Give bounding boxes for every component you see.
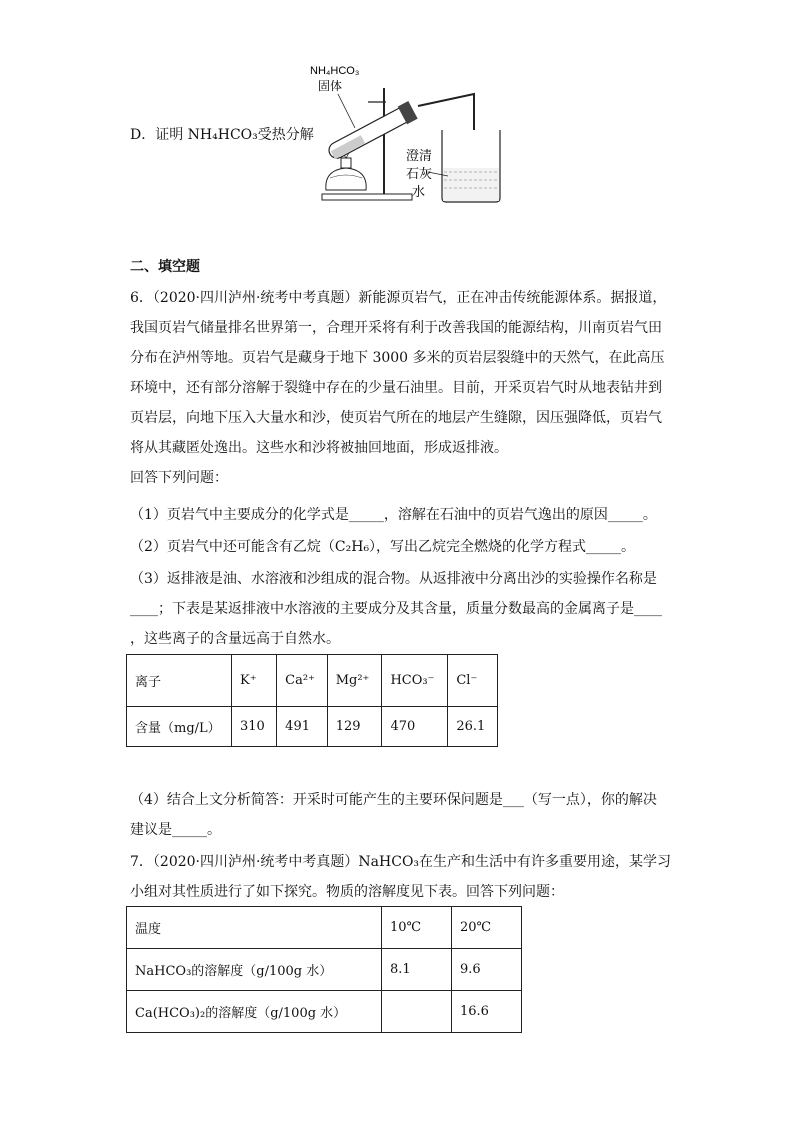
reagent-label-formula: NH₄HCO₃ [310,65,360,77]
table-cell: 温度 [127,907,382,949]
table-cell: Ca²⁺ [277,655,328,707]
limewater-label-3: 水 [412,184,426,199]
table-cell: 26.1 [448,707,498,747]
q6-line-1: 6．（2020·四川泸州·统考中考真题）新能源页岩气，正在冲击传统能源体系。据报道， [130,290,667,306]
table-cell: 离子 [127,655,232,707]
table-cell: 491 [277,707,328,747]
table-row [127,991,522,1033]
table-row [127,907,522,949]
table-cell: Ca(HCO₃)₂的溶解度（g/100g 水） [127,991,382,1033]
ion-content-table [126,654,498,747]
table-cell: 含量（mg/L） [127,707,232,747]
q6-sub2: （2）页岩气中还可能含有乙烷（C₂H₆），写出乙烷完全燃烧的化学方程式_____。 [130,539,636,555]
q6-sub4-line2: 建议是_____。 [130,822,221,838]
solubility-table [126,906,522,1033]
table-cell: 9.6 [452,949,522,991]
table-cell: K⁺ [232,655,277,707]
table-row [127,949,522,991]
q6-line-7: 回答下列问题： [130,470,228,486]
q6-sub1: （1）页岩气中主要成分的化学式是_____，溶解在石油中的页岩气逸出的原因_____。 [130,507,657,523]
table-cell: 20℃ [452,907,522,949]
table-cell: 129 [327,707,382,747]
table-cell: 470 [382,707,448,747]
limewater-label-2: 石灰 [406,166,433,181]
q6-sub3-line1: （3）返排液是油、水溶液和沙组成的混合物。从返排液中分离出沙的实验操作名称是 [130,571,657,587]
table-row [127,655,498,707]
q6-line-3: 分布在泸州等地。页岩气是藏身于地下 3000 多米的页岩层裂缝中的天然气，在此高压 [130,350,665,366]
table-cell: 10℃ [382,907,452,949]
table-cell: 16.6 [452,991,522,1033]
table-cell [382,991,452,1033]
q6-sub3-line2: ____；下表是某返排液中水溶液的主要成分及其含量，质量分数最高的金属离子是____ [130,601,662,617]
q6-sub3-line3: ，这些离子的含量远高于自然水。 [130,631,340,647]
table-cell: 310 [232,707,277,747]
table-row [127,707,498,747]
q6-line-2: 我国页岩气储量排名世界第一，合理开采将有利于改善我国的能源结构，川南页岩气田 [130,320,662,336]
q6-line-4: 环境中，还有部分溶解于裂缝中存在的少量石油里。目前，开采页岩气时从地表钻井到 [130,380,662,396]
q6-line-5: 页岩层，向地下压入大量水和沙，使页岩气所在的地层产生缝隙，因压强降低，页岩气 [130,410,662,426]
q7-line-1: 7．（2020·四川泸州·统考中考真题）NaHCO₃在生产和生活中有许多重要用途，某学习 [130,854,672,870]
table-cell: NaHCO₃的溶解度（g/100g 水） [127,949,382,991]
q6-line-6: 将从其藏匿处逸出。这些水和沙将被抽回地面，形成返排液。 [130,440,508,456]
q6-sub4-line1: （4）结合上文分析简答：开采时可能产生的主要环保问题是___（写一点），你的解决 [130,792,657,808]
limewater-label-1: 澄清 [406,148,433,163]
table-cell: HCO₃⁻ [382,655,448,707]
section-title: 二、填空题 [130,259,200,275]
reagent-label-solid: 固体 [318,79,343,93]
table-cell: 8.1 [382,949,452,991]
apparatus-figure [300,58,550,208]
option-d-label: D．证明 NH₄HCO₃受热分解 [130,127,314,143]
table-cell: Cl⁻ [448,655,498,707]
q7-line-2: 小组对其性质进行了如下探究。物质的溶解度见下表。回答下列问题： [130,884,564,900]
table-cell: Mg²⁺ [327,655,382,707]
